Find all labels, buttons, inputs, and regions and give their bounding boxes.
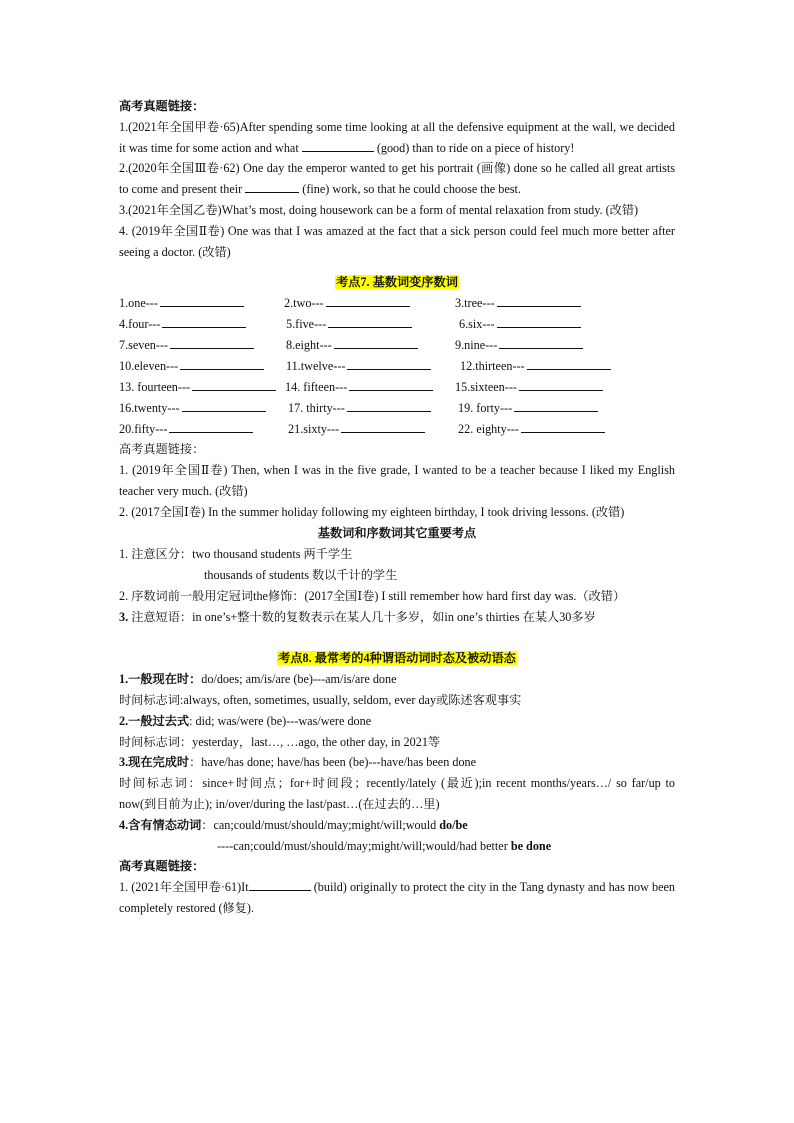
point-2: 2. 序数词前一般用定冠词the修饰：(2017全国Ⅰ卷) I still remember how hard first day was.（改错） <box>119 588 626 603</box>
tense-1: 1.一般现在时：do/does; am/is/are (be)---am/is/are done <box>119 672 397 687</box>
section-heading: 高考真题链接： <box>119 859 205 874</box>
exercise-item: 15.sixteen--- <box>455 377 603 398</box>
point-3: 3. 注意短语：in one’s+整十数的复数表示在某人几十多岁，如in one’s thirties 在某人30多岁 <box>119 609 596 624</box>
exercise-item: 8.eight--- <box>286 335 418 356</box>
tense-3: 3.现在完成时：have/has done; have/has been (be)---have/has been done <box>119 755 477 770</box>
exercise-item: 1.one--- <box>119 293 244 314</box>
tense-2: 2.一般过去式: did; was/were (be)---was/were done <box>119 713 372 728</box>
point-1-example: thousands of students 数以千计的学生 <box>204 567 398 582</box>
answer-blank[interactable] <box>245 179 299 193</box>
tense-1-markers: 时间标志词:always, often, sometimes, usually, seldom, ever day或陈述客观事实 <box>119 692 522 707</box>
question-2: 2. (2017全国Ⅰ卷) In the summer holiday following my eighteen birthday, I took driving lessons. (改错) <box>119 504 625 519</box>
exercise-item: 12.thirteen--- <box>460 356 611 377</box>
exercise-item: 22. eighty--- <box>458 419 605 440</box>
tense-3-markers: 时间标志词：since+时间点；for+时间段；recently/lately (最近);in recent months/years…/ so far/up to now(到目前为止); in/over/during the last/past…(在过去的…里) <box>119 776 675 811</box>
exercise-item: 6.six--- <box>459 314 581 335</box>
question-4: 4. (2019年全国Ⅱ卷) One was that I was amazed at the fact that a sick person could feel much more better after seeing a doctor. (改错) <box>119 223 675 259</box>
answer-blank[interactable] <box>249 877 311 891</box>
tense-4: 4.含有情态动词：can;could/must/should/may;might/will;would do/be <box>119 817 468 832</box>
question-2: 2.(2020年全国Ⅲ卷·62) One day the emperor wanted to get his portrait (画像) done so he called all great artists to come and present their (fine) work, so that he could choose the best. <box>119 161 675 197</box>
exercise-item: 10.eleven--- <box>119 356 264 377</box>
exercise-item: 13. fourteen--- <box>119 377 276 398</box>
exercise-item: 3.tree--- <box>455 293 581 314</box>
exercise-item: 16.twenty--- <box>119 398 266 419</box>
section-heading: 高考真题链接： <box>119 99 205 113</box>
ordinal-exercise-grid <box>119 293 675 439</box>
kp7-title: 考点7. 基数词变序数词 <box>336 275 458 290</box>
exercise-item: 9.nine--- <box>455 335 583 356</box>
answer-blank[interactable] <box>302 138 374 152</box>
exercise-item: 20.fifty--- <box>119 419 253 440</box>
exercise-item: 19. forty--- <box>458 398 598 419</box>
question-1: 1. (2019年全国Ⅱ卷) Then, when I was in the five grade, I wanted to be a teacher because I liked my English teacher very much. (改错) <box>119 462 675 498</box>
point-1: 1. 注意区分：two thousand students 两千学生 <box>119 547 353 562</box>
question-1: 1.(2021年全国甲卷·65)After spending some time looking at all the defensive equipment at the wall, we decided it was time for some action and what (good) than to ride on a piece of history! <box>119 119 675 155</box>
exercise-item: 5.five--- <box>286 314 412 335</box>
document-page <box>119 96 675 919</box>
exercise-item: 17. thirty--- <box>288 398 431 419</box>
tense-2-markers: 时间标志词：yesterday，last…, …ago, the other day, in 2021等 <box>119 734 441 749</box>
exercise-item: 4.four--- <box>119 314 246 335</box>
exercise-item: 21.sixty--- <box>288 419 425 440</box>
exercise-item: 7.seven--- <box>119 335 254 356</box>
tense-4-passive: ----can;could/must/should/may;might/will;would/had better be done <box>217 838 552 853</box>
section-heading: 高考真题链接： <box>119 442 205 457</box>
other-points-title: 基数词和序数词其它重要考点 <box>317 526 477 541</box>
question-3: 3.(2021年全国乙卷)What’s most, doing housework can be a form of mental relaxation from study. (改错) <box>119 202 639 217</box>
exercise-item: 14. fifteen--- <box>285 377 433 398</box>
exercise-item: 2.two--- <box>284 293 410 314</box>
exercise-item: 11.twelve--- <box>286 356 431 377</box>
question-1: 1. (2021年全国甲卷·61)It (build) originally to protect the city in the Tang dynasty and has now been completely restored (修复). <box>119 877 675 919</box>
kp8-title: 考点8. 最常考的4种谓语动词时态及被动语态 <box>278 651 516 666</box>
